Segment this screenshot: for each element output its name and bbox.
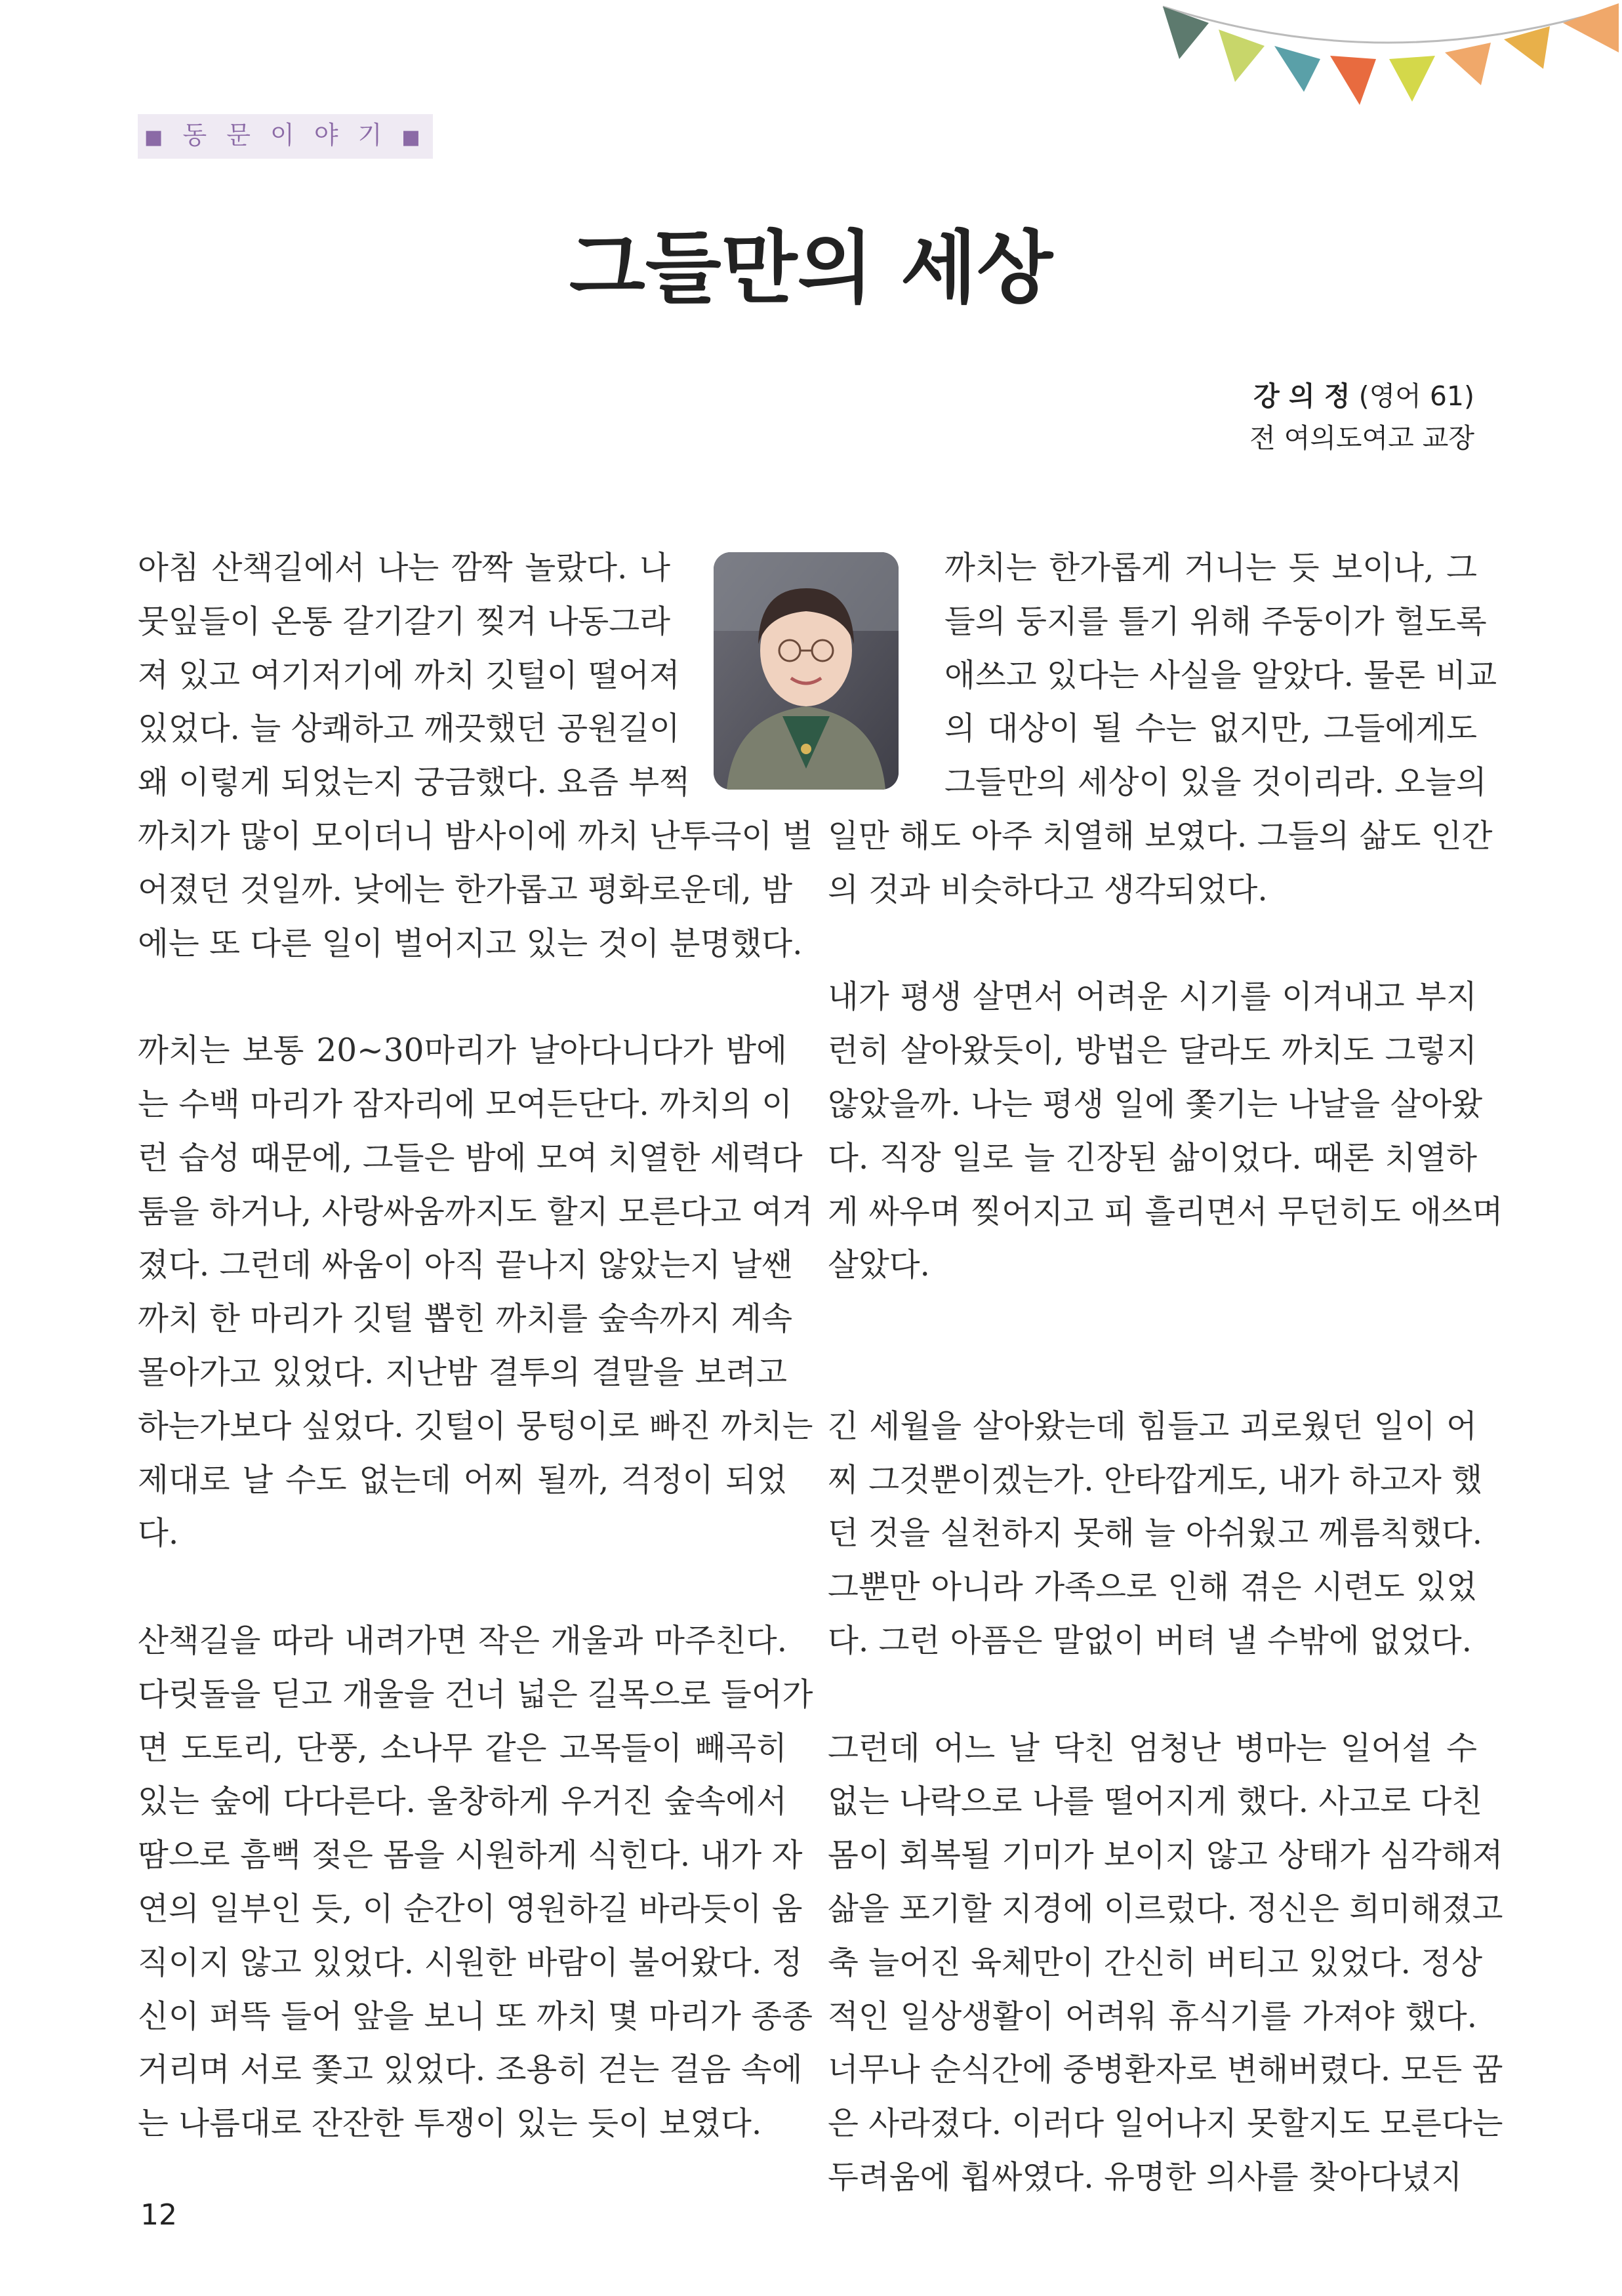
text-line: 져 있고 여기저기에 까치 깃털이 떨어져 <box>138 656 680 694</box>
text-line: 뭇잎들이 온통 갈기갈기 찢겨 나동그라 <box>138 603 670 640</box>
text-line: 찌 그것뿐이겠는가. 안타깝게도, 내가 하고자 했 <box>828 1461 1483 1499</box>
text-line: 신이 퍼뜩 들어 앞을 보니 또 까치 몇 마리가 종종 <box>138 1998 813 2035</box>
text-line: 까치는 한가롭게 거니는 듯 보이나, 그 <box>944 550 1477 586</box>
paragraph <box>828 1722 1503 2205</box>
text-line: 다릿돌을 딛고 개울을 건너 넓은 길목으로 들어가 <box>138 1676 813 1713</box>
pennant-icon <box>1330 56 1376 105</box>
text-line: 몰아가고 있었다. 지난밤 결투의 결말을 보려고 <box>138 1354 787 1391</box>
text-line: 들의 둥지를 틀기 위해 주둥이가 헐도록 <box>944 603 1487 640</box>
text-line: 다. 직장 일로 늘 긴장된 삶이었다. 때론 치열하 <box>828 1139 1477 1177</box>
text-line: 는 나름대로 잔잔한 투쟁이 있는 듯이 보였다. <box>138 2105 762 2143</box>
text-line: 거리며 서로 쫓고 있었다. 조용히 걷는 걸음 속에 <box>138 2051 803 2089</box>
text-line: 그뿐만 아니라 가족으로 인해 겪은 시련도 있었 <box>828 1569 1477 1606</box>
text-line: 하는가보다 싶었다. 깃털이 뭉텅이로 빠진 까치는 <box>138 1407 813 1445</box>
text-line: 직이지 않고 있었다. 시원한 바람이 불어왔다. 정 <box>138 1944 803 1981</box>
text-line: 산책길을 따라 내려가면 작은 개울과 마주친다. <box>138 1622 787 1659</box>
text-line: 에는 또 다른 일이 벌어지고 있는 것이 분명했다. <box>138 925 803 962</box>
paragraph <box>138 1024 813 1561</box>
paragraph <box>828 542 1497 917</box>
left-column <box>138 542 813 2151</box>
square-marker-icon: ■ <box>144 126 169 149</box>
pennant-icon <box>1219 30 1265 82</box>
text-line: 은 사라졌다. 이러다 일어나지 못할지도 모른다는 <box>828 2105 1503 2143</box>
text-line: 까치가 많이 모이더니 밤사이에 까치 난투극이 벌 <box>138 817 813 855</box>
text-line: 런히 살아왔듯이, 방법은 달라도 까치도 그렇지 <box>828 1032 1477 1070</box>
text-line: 아침 산책길에서 나는 깜짝 놀랐다. 나 <box>138 550 670 586</box>
text-line: 적인 일상생활이 어려워 휴식기를 가져야 했다. <box>828 1998 1477 2035</box>
text-line: 애쓰고 있다는 사실을 알았다. 물론 비교 <box>944 656 1497 694</box>
article-title: 그들만의 세상 <box>569 223 1053 314</box>
right-column <box>828 542 1503 2205</box>
text-line: 툼을 하거나, 사랑싸움까지도 할지 모른다고 여겨 <box>138 1193 813 1230</box>
text-line: 있었다. 늘 상쾌하고 깨끗했던 공원길이 <box>138 710 680 748</box>
author-name: 강 의 정 <box>1253 380 1350 412</box>
paragraph <box>138 542 813 971</box>
text-line: 의 대상이 될 수는 없지만, 그들에게도 <box>944 710 1477 748</box>
text-line: 까치 한 마리가 깃털 뽑힌 까치를 숲속까지 계속 <box>138 1300 793 1338</box>
section-tag <box>138 114 433 159</box>
text-line: 면 도토리, 단풍, 소나무 같은 고목들이 빼곡히 <box>138 1729 787 1767</box>
text-line: 일만 해도 아주 치열해 보였다. 그들의 삶도 인간 <box>828 817 1493 855</box>
text-line: 연의 일부인 듯, 이 순간이 영원하길 바라듯이 움 <box>138 1890 803 1927</box>
text-line: 축 늘어진 육체만이 간신히 버티고 있었다. 정상 <box>828 1944 1483 1981</box>
pennant-icon <box>1445 43 1491 85</box>
text-line: 땀으로 흠뻑 젖은 몸을 시원하게 식힌다. 내가 자 <box>138 1837 803 1874</box>
pennant-icon <box>1389 56 1435 102</box>
page-number: 12 <box>140 2198 177 2232</box>
text-line: 런 습성 때문에, 그들은 밤에 모여 치열한 세력다 <box>138 1139 803 1177</box>
text-line: 왜 이렇게 되었는지 궁금했다. 요즘 부쩍 <box>138 764 691 801</box>
pennant-icon <box>1274 46 1320 92</box>
text-line: 없는 나락으로 나를 떨어지게 했다. 사고로 다친 <box>828 1783 1483 1821</box>
author-affiliation: (영어 61) <box>1358 380 1474 412</box>
text-line: 어졌던 것일까. 낮에는 한가롭고 평화로운데, 밤 <box>138 871 793 908</box>
section-label: 동 문 이 야 기 <box>182 121 388 150</box>
text-line: 살았다. <box>828 1247 930 1284</box>
text-line: 긴 세월을 살아왔는데 힘들고 괴로웠던 일이 어 <box>828 1407 1477 1445</box>
text-line: 있는 숲에 다다른다. 울창하게 우거진 숲속에서 <box>138 1783 787 1821</box>
text-line: 않았을까. 나는 평생 일에 쫓기는 나날을 살아왔 <box>828 1085 1483 1123</box>
text-line: 내가 평생 살면서 어려운 시기를 이겨내고 부지 <box>828 978 1477 1016</box>
paragraph <box>828 971 1503 1293</box>
byline <box>1249 375 1474 459</box>
text-line: 그들만의 세상이 있을 것이리라. 오늘의 <box>944 764 1487 801</box>
text-line: 까치는 보통 20~30마리가 날아다니다가 밤에 <box>138 1032 787 1070</box>
text-line: 두려움에 휩싸였다. 유명한 의사를 찾아다녔지 <box>828 2158 1463 2196</box>
square-marker-icon: ■ <box>401 126 426 149</box>
text-line: 는 수백 마리가 잠자리에 모여든단다. 까치의 이 <box>138 1085 793 1123</box>
text-line: 다. <box>138 1515 179 1552</box>
paragraph <box>828 1400 1483 1668</box>
text-line: 던 것을 실천하지 못해 늘 아쉬웠고 께름칙했다. <box>828 1515 1483 1552</box>
text-line: 제대로 날 수도 없는데 어찌 될까, 걱정이 되었 <box>138 1461 787 1499</box>
pennant-icon <box>1563 3 1619 52</box>
text-line: 몸이 회복될 기미가 보이지 않고 상태가 심각해져 <box>828 1837 1503 1874</box>
text-line: 너무나 순식간에 중병환자로 변해버렸다. 모든 꿈 <box>828 2051 1503 2089</box>
text-line: 다. 그런 아픔은 말없이 버텨 낼 수밖에 없었다. <box>828 1622 1472 1659</box>
text-line: 삶을 포기할 지경에 이르렀다. 정신은 희미해졌고 <box>828 1890 1503 1927</box>
paragraph <box>138 1615 813 2151</box>
text-line: 그런데 어느 날 닥친 엄청난 병마는 일어설 수 <box>828 1729 1477 1767</box>
text-line: 게 싸우며 찢어지고 피 흘리면서 무던히도 애쓰며 <box>828 1193 1503 1230</box>
text-line: 의 것과 비슷하다고 생각되었다. <box>828 871 1268 908</box>
author-position: 전 여의도여고 교장 <box>1249 422 1474 454</box>
bunting-decoration <box>1150 0 1622 131</box>
text-line: 졌다. 그런데 싸움이 아직 끝나지 않았는지 날쌘 <box>138 1247 793 1284</box>
